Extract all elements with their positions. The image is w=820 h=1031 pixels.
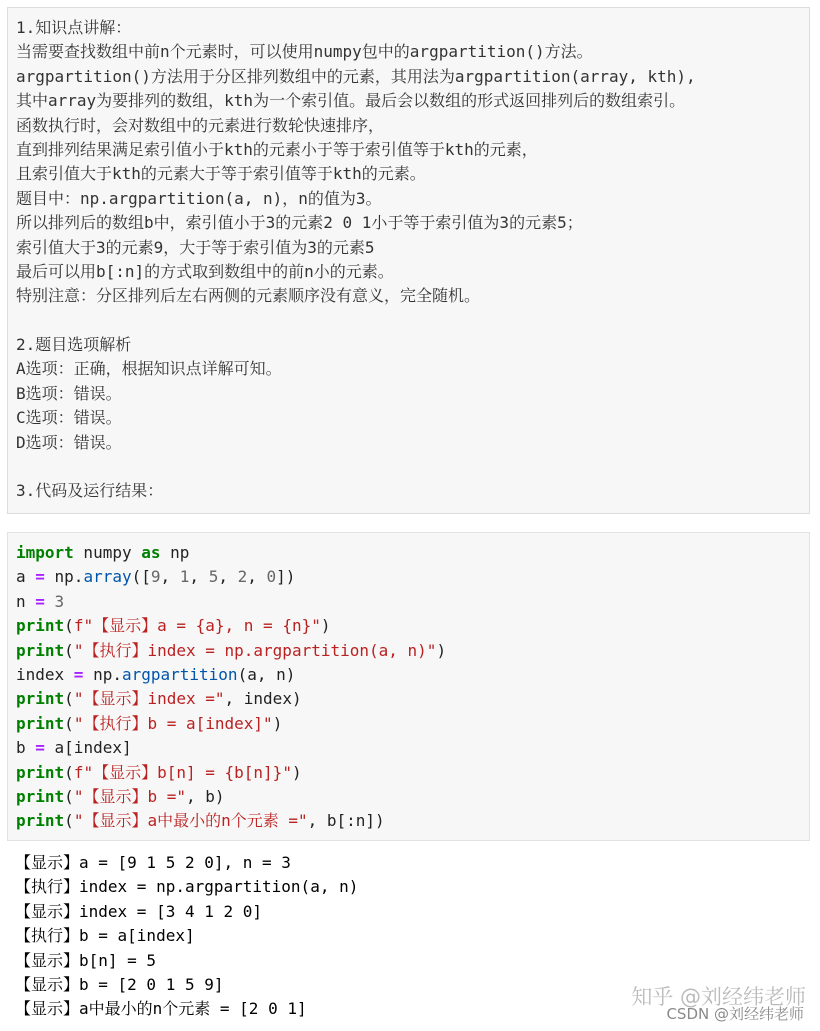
code-text: np.	[83, 664, 122, 684]
code-text: b	[16, 738, 36, 758]
code-line-print	[16, 614, 801, 638]
code-text: a[index]	[44, 738, 132, 758]
operator: =	[35, 738, 45, 758]
code-text: ,	[218, 567, 238, 587]
code-text: (	[64, 689, 74, 709]
code-text: (a, n)	[237, 664, 296, 684]
string: "【显示】b[n] = {b[n]}"	[83, 762, 292, 782]
code-line-print	[16, 785, 801, 809]
number: 1	[179, 567, 190, 587]
code-text: np	[160, 543, 190, 562]
output-line: 【执行】index = np.argpartition(a, n)	[15, 877, 359, 897]
number: 9	[150, 567, 161, 587]
string: "【执行】b = a[index]"	[73, 713, 273, 733]
string: f	[73, 762, 84, 782]
number: 5	[208, 567, 219, 587]
output-line: 【显示】b = [2 0 1 5 9]	[15, 974, 224, 994]
explanation-line: 3.代码及运行结果：	[16, 481, 164, 501]
code-text: )	[272, 713, 283, 733]
builtin: print	[16, 762, 65, 782]
string: f	[73, 616, 84, 636]
operator: =	[73, 664, 84, 684]
explanation-line: 最后可以用b[:n]的方式取到数组中的前n小的元素。	[16, 261, 394, 281]
code-text: (	[64, 616, 74, 636]
explanation-line: 索引值大于3的元素9，大于等于索引值为3的元素5	[16, 237, 375, 257]
code-line-array	[16, 565, 801, 589]
function-name: argpartition	[121, 664, 238, 684]
operator: =	[35, 567, 45, 587]
code-text: ,	[189, 567, 209, 587]
explanation-line: 其中array为要排列的数组，kth为一个索引值。最后会以数组的形式返回排列后的数组索引。	[16, 91, 686, 111]
code-text: (	[64, 786, 74, 806]
code-text: ([	[131, 567, 151, 587]
output-line: 【显示】a中最小的n个元素 = [2 0 1]	[15, 999, 307, 1019]
explanation-line: 题目中：np.argpartition(a, n)，n的值为3。	[16, 188, 382, 208]
explanation-line: C选项：错误。	[16, 408, 122, 428]
code-line-b	[16, 736, 801, 760]
output-line: 【显示】b[n] = 5	[15, 950, 157, 970]
keyword: import	[16, 543, 74, 562]
code-text: , b[:n])	[307, 811, 385, 831]
string: "【显示】a = {a}, n = {n}"	[83, 616, 321, 636]
code-block	[7, 532, 810, 841]
string: "【显示】a中最小的n个元素 ="	[73, 811, 308, 831]
string: "【显示】index ="	[73, 689, 225, 709]
code-text: (	[64, 811, 74, 831]
builtin: print	[16, 786, 65, 806]
code-text: (	[64, 640, 74, 660]
output-line: 【显示】index = [3 4 1 2 0]	[15, 901, 263, 921]
explanation-block	[7, 7, 810, 514]
builtin: print	[16, 640, 65, 660]
code-text: , b)	[185, 786, 225, 806]
builtin: print	[16, 811, 65, 831]
code-line-print	[16, 809, 801, 833]
explanation-line: 1.知识点讲解：	[16, 18, 132, 37]
string: "【显示】b ="	[73, 786, 186, 806]
code-text: )	[291, 762, 302, 782]
explanation-line: B选项：错误。	[16, 383, 122, 403]
number: 0	[266, 567, 277, 587]
code-text: n	[16, 591, 36, 611]
code-line-print	[16, 687, 801, 711]
code-text: , index)	[224, 689, 302, 709]
code-text: ,	[160, 567, 180, 587]
explanation-line	[16, 309, 801, 333]
explanation-line: 2.题目选项解析	[16, 335, 132, 355]
explanation-line: 所以排列后的数组b中，索引值小于3的元素2 0 1小于等于索引值为3的元素5；	[16, 213, 583, 233]
code-text: (	[64, 713, 74, 733]
code-line-n	[16, 590, 801, 614]
code-line-print	[16, 712, 801, 736]
explanation-line: 直到排列结果满足索引值小于kth的元素小于等于索引值等于kth的元素，	[16, 139, 538, 159]
code-line-print	[16, 761, 801, 785]
code-line-index	[16, 663, 801, 687]
builtin: print	[16, 689, 65, 709]
output-line: 【显示】a = [9 1 5 2 0], n = 3	[15, 853, 291, 872]
code-text: ,	[247, 567, 267, 587]
watermark-csdn: CSDN @刘经纬老师	[666, 1005, 804, 1023]
explanation-line	[16, 455, 801, 479]
number: 3	[54, 591, 65, 611]
code-line-print	[16, 639, 801, 663]
code-text: index	[16, 664, 74, 684]
explanation-line: A选项：正确，根据知识点详解可知。	[16, 359, 282, 379]
builtin: print	[16, 616, 65, 636]
code-text: a	[16, 567, 36, 587]
string: "【执行】index = np.argpartition(a, n)"	[73, 640, 437, 660]
builtin: print	[16, 713, 65, 733]
code-text: (	[64, 762, 74, 782]
code-text: ])	[276, 567, 296, 587]
explanation-line: D选项：错误。	[16, 432, 122, 452]
keyword: as	[141, 543, 161, 562]
code-line-import	[16, 541, 801, 565]
code-text: np.	[44, 567, 84, 587]
code-text: )	[320, 616, 331, 636]
function-name: array	[83, 567, 132, 587]
number: 2	[237, 567, 248, 587]
explanation-line: 函数执行时，会对数组中的元素进行数轮快速排序，	[16, 115, 385, 135]
watermark-zhihu: 知乎 @刘经纬老师	[631, 985, 806, 1009]
explanation-line: argpartition()方法用于分区排列数组中的元素，其用法为argpartition(array, kth),	[16, 66, 696, 86]
output-line: 【执行】b = a[index]	[15, 926, 195, 946]
explanation-line: 且索引值大于kth的元素大于等于索引值等于kth的元素。	[16, 164, 426, 184]
explanation-line: 当需要查找数组中前n个元素时，可以使用numpy包中的argpartition()方法。	[16, 42, 593, 62]
operator: =	[35, 591, 45, 611]
code-text: numpy	[73, 543, 142, 562]
explanation-line: 特别注意：分区排列后左右两侧的元素顺序没有意义，完全随机。	[16, 286, 481, 306]
code-text: )	[436, 640, 447, 660]
